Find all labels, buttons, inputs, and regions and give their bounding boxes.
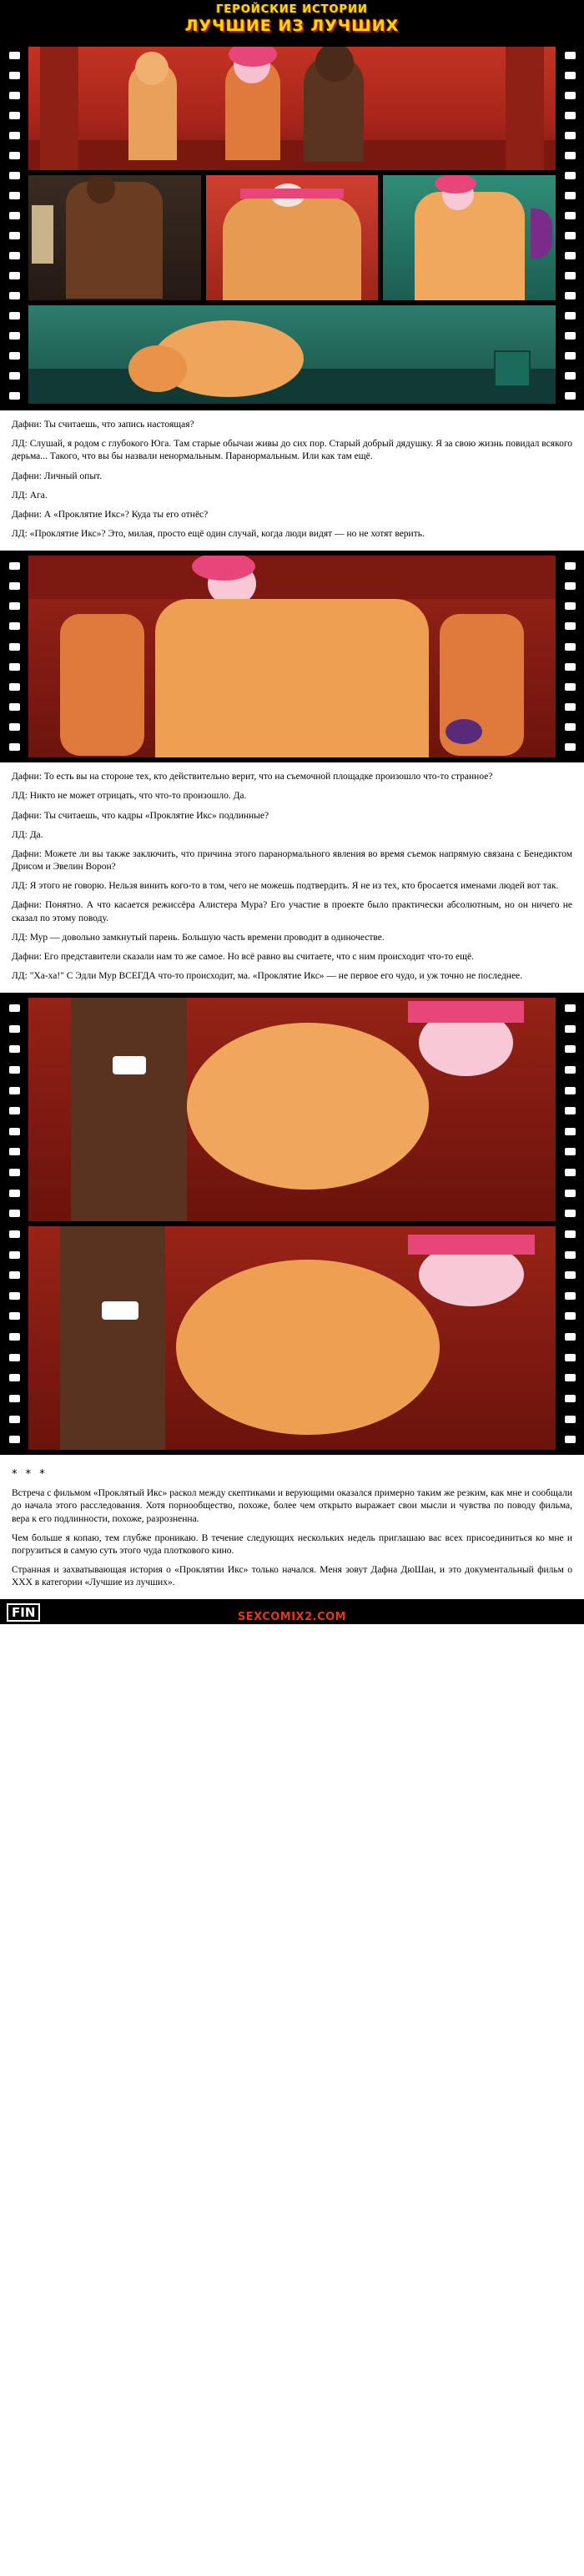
sprocket-hole	[9, 1312, 20, 1320]
site-watermark: SEXCOMIX2.COM	[237, 1611, 347, 1624]
comic-art	[28, 998, 556, 1221]
dialogue-line: ЛД: Ага.	[12, 490, 48, 501]
art-figure-dark	[60, 1226, 165, 1450]
sprocket-holes-left	[5, 993, 23, 1455]
sprocket-hole	[565, 152, 576, 159]
sprocket-hole	[9, 1292, 20, 1300]
sprocket-hole	[9, 292, 20, 299]
sprocket-hole	[9, 372, 20, 380]
sprocket-hole	[565, 1190, 576, 1197]
sprocket-hole	[565, 1004, 576, 1012]
sprocket-hole	[565, 1107, 576, 1114]
comic-frame-2	[28, 175, 201, 300]
dialogue-line: ЛД: "Ха-ха!" С Эдли Мур ВСЕГДА что-то происходит, ма. «Проклятие Икс» — не первое его чудо, и уж точно не последнее.	[12, 971, 523, 982]
sprocket-hole	[9, 723, 20, 731]
sprocket-hole	[565, 92, 576, 99]
sprocket-hole	[565, 232, 576, 239]
sprocket-hole	[565, 1395, 576, 1402]
sprocket-hole	[9, 172, 20, 179]
sprocket-hole	[565, 723, 576, 731]
sprocket-hole	[9, 703, 20, 711]
outro-paragraph: Странная и захватывающая история о «Проклятии Икс» только начался. Меня зовут Дафна ДюШан, и это документальный фильм о XXX в категории «Лучшие из лучших».	[12, 1565, 572, 1588]
sprocket-hole	[565, 1292, 576, 1300]
sprocket-hole	[565, 332, 576, 340]
sprocket-hole	[565, 312, 576, 319]
sprocket-hole	[9, 392, 20, 400]
sprocket-hole	[9, 1230, 20, 1238]
frame-container	[28, 998, 556, 1450]
sprocket-hole	[565, 1436, 576, 1443]
dialogue-line: Дафни: Ты считаешь, что кадры «Проклятие Икс» подлинные?	[12, 810, 269, 821]
sprocket-hole	[9, 212, 20, 219]
art-hair-pink	[408, 1001, 524, 1023]
sprocket-hole	[565, 743, 576, 751]
comic-frame-4	[383, 175, 556, 300]
sprocket-hole	[9, 622, 20, 630]
sprocket-hole	[565, 352, 576, 360]
sprocket-hole	[565, 1148, 576, 1155]
art-text-bubble	[113, 1056, 146, 1074]
sprocket-hole	[565, 292, 576, 299]
sprocket-hole	[9, 92, 20, 99]
sprocket-hole	[9, 743, 20, 751]
sprocket-hole	[9, 1025, 20, 1033]
art-hair-pink	[240, 189, 344, 199]
sprocket-hole	[565, 112, 576, 119]
sprocket-hole	[565, 643, 576, 651]
sprocket-hole	[565, 1025, 576, 1033]
sprocket-hole	[9, 643, 20, 651]
sprocket-hole	[9, 1169, 20, 1176]
sprocket-hole	[9, 1045, 20, 1053]
sprocket-hole	[565, 172, 576, 179]
dialogue-line: Дафни: Ты считаешь, что запись настоящая?	[12, 420, 194, 430]
frame-container	[28, 556, 556, 757]
art-figure-detail	[128, 345, 187, 392]
sprocket-hole	[9, 562, 20, 570]
art-figure	[415, 192, 525, 300]
sprocket-hole	[565, 1251, 576, 1259]
sprocket-hole	[9, 683, 20, 691]
comic-art	[206, 175, 379, 300]
dialogue-block-1	[0, 410, 584, 551]
comic-frame-3	[206, 175, 379, 300]
art-curtain-left	[40, 47, 78, 170]
sprocket-hole	[565, 1128, 576, 1135]
sprocket-hole	[9, 1251, 20, 1259]
sprocket-hole	[565, 1169, 576, 1176]
sprocket-hole	[9, 1107, 20, 1114]
sprocket-hole	[9, 1148, 20, 1155]
sprocket-hole	[565, 683, 576, 691]
outro-block	[0, 1455, 584, 1599]
art-wing	[531, 209, 552, 259]
sprocket-hole	[9, 1395, 20, 1402]
sprocket-hole	[9, 72, 20, 79]
sprocket-hole	[565, 72, 576, 79]
sprocket-hole	[565, 132, 576, 139]
page-title: ЛУЧШИЕ ИЗ ЛУЧШИХ	[184, 17, 400, 35]
dialogue-line: Дафни: Личный опыт.	[12, 470, 103, 481]
comic-art	[28, 175, 201, 300]
sprocket-hole	[565, 1045, 576, 1053]
art-figure-main	[187, 1023, 430, 1190]
art-curtain-right	[506, 47, 544, 170]
sprocket-hole	[9, 582, 20, 590]
sprocket-hole	[565, 1066, 576, 1074]
sprocket-hole	[9, 1190, 20, 1197]
film-strip-top	[0, 40, 584, 410]
sprocket-holes-left	[5, 40, 23, 410]
sprocket-hole	[565, 1312, 576, 1320]
sprocket-hole	[9, 1436, 20, 1443]
sprocket-hole	[565, 1416, 576, 1423]
art-head-left	[135, 52, 169, 85]
outro-paragraph: Чем больше я копаю, тем глубже проникаю. В течение следующих нескольких недель приглашаю вас всех присоединиться ко мне и погрузиться в самую суть этого чуда плоткового кино.	[12, 1532, 572, 1556]
sprocket-hole	[9, 352, 20, 360]
sprocket-hole	[565, 372, 576, 380]
dialogue-line: ЛД: Я этого не говорю. Нельзя винить кого-то в том, чего не можешь подтвердить. Я не из тех, кто бросается именами людей вот так.	[12, 881, 559, 892]
comic-art	[28, 305, 556, 404]
sprocket-hole	[9, 1354, 20, 1361]
comic-art	[28, 47, 556, 170]
sprocket-hole	[9, 312, 20, 319]
film-strip-middle	[0, 551, 584, 762]
art-bat-symbol	[446, 719, 482, 744]
sprocket-hole	[9, 1374, 20, 1381]
art-figure	[66, 182, 163, 299]
sprocket-hole	[565, 392, 576, 400]
sprocket-hole	[9, 332, 20, 340]
sprocket-hole	[9, 1004, 20, 1012]
sprocket-holes-left	[5, 551, 23, 762]
sprocket-hole	[9, 112, 20, 119]
frame-container	[28, 47, 556, 404]
sprocket-hole	[565, 1210, 576, 1217]
art-prop-paper	[32, 205, 53, 264]
sprocket-hole	[565, 252, 576, 259]
sprocket-hole	[9, 663, 20, 671]
sprocket-hole	[9, 1087, 20, 1094]
art-hair-pink	[408, 1235, 535, 1255]
dialogue-line: Дафни: Его представители сказали нам то же самое. Но всё равно вы считаете, что с ним происходит что-то ещё.	[12, 951, 474, 962]
sprocket-hole	[565, 52, 576, 59]
sprocket-hole	[565, 622, 576, 630]
sprocket-hole	[565, 1271, 576, 1279]
sprocket-hole	[9, 1066, 20, 1074]
sprocket-hole	[9, 132, 20, 139]
series-title: ГЕРОЙСКИЕ ИСТОРИИ	[216, 3, 368, 16]
sprocket-holes-right	[561, 40, 579, 410]
sprocket-hole	[565, 562, 576, 570]
sprocket-hole	[9, 152, 20, 159]
sprocket-hole	[9, 1416, 20, 1423]
sprocket-hole	[9, 232, 20, 239]
dialogue-line: ЛД: Слушай, я родом с глубокого Юга. Там старые обычаи живы до сих пор. Старый добрый дядушку. Я за свою жизнь повидал всякого дерьма... Такого, что вы бы назвали ненормальным. Паранормальным. Или как там ещё.	[12, 439, 572, 462]
sprocket-hole	[9, 272, 20, 279]
sprocket-hole	[565, 582, 576, 590]
sprocket-hole	[565, 1230, 576, 1238]
fin-badge: FIN	[7, 1603, 40, 1622]
comic-frame-7	[28, 998, 556, 1221]
sprocket-hole	[9, 602, 20, 610]
dialogue-block-2	[0, 762, 584, 993]
comic-art	[28, 556, 556, 757]
dialogue-line: ЛД: Да.	[12, 829, 43, 840]
art-figure-back	[223, 197, 360, 300]
sprocket-hole	[9, 192, 20, 199]
art-background-top	[28, 556, 556, 599]
comic-frame-8	[28, 1226, 556, 1450]
comic-art	[28, 1226, 556, 1450]
sprocket-holes-right	[561, 993, 579, 1455]
sprocket-hole	[565, 272, 576, 279]
art-arm-left	[60, 614, 144, 756]
art-torso	[155, 599, 430, 757]
sprocket-hole	[9, 1271, 20, 1279]
dialogue-line: Дафни: А «Проклятие Икс»? Куда ты его отнёс?	[12, 509, 209, 520]
sprocket-holes-right	[561, 551, 579, 762]
dialogue-line: Дафни: Понятно. А что касается режиссёра Алистера Мура? Его участие в проекте было практически абсолютным, но он ничего не сказал по этому поводу.	[12, 900, 572, 923]
page-footer	[0, 1599, 584, 1624]
dialogue-line: Дафни: Можете ли вы также заключить, что причина этого паранормального явления во время съемок напрямую связана с Бенедиктом Дрисом и Эвелин Ворон?	[12, 848, 572, 873]
sprocket-hole	[565, 1087, 576, 1094]
sprocket-hole	[9, 1128, 20, 1135]
art-figure-main	[176, 1260, 440, 1435]
sprocket-hole	[565, 663, 576, 671]
page-title-banner	[0, 0, 584, 40]
sprocket-hole	[565, 1333, 576, 1341]
sprocket-hole	[565, 703, 576, 711]
art-text-bubble	[102, 1301, 138, 1320]
art-foreground-bed	[28, 140, 556, 170]
sprocket-hole	[565, 192, 576, 199]
sprocket-hole	[9, 252, 20, 259]
comic-frame-5	[28, 305, 556, 404]
sprocket-hole	[565, 212, 576, 219]
sprocket-hole	[565, 1354, 576, 1361]
sprocket-hole	[9, 52, 20, 59]
comic-frame-row	[28, 175, 556, 300]
section-divider: * * *	[12, 1468, 48, 1482]
outro-paragraph: Встреча с фильмом «Проклятый Икс» раскол между скептиками и верующими оказался примерно таким же резким, как мне и сообщали до начала этого расследования. Хотя порнообщество, похоже, более чем открыто выражает свои мысли и чувства по поводу фильма, вера к его подлинности, похоже, разрозненна.	[12, 1488, 572, 1524]
dialogue-line: ЛД: Никто не может отрицать, что что-то произошло. Да.	[12, 791, 247, 802]
sprocket-hole	[565, 602, 576, 610]
film-strip-lower	[0, 993, 584, 1455]
dialogue-line: Дафни: То есть вы на стороне тех, кто действительно верит, что на съемочной площадке произошло что-то странное?	[12, 772, 493, 782]
art-figure-dark	[71, 998, 187, 1221]
dialogue-line: ЛД: Мур — довольно замкнутый парень. Большую часть времени проводит в одиночестве.	[12, 932, 385, 943]
comic-art	[383, 175, 556, 300]
dialogue-line: ЛД: «Проклятие Икс»? Это, милая, просто ещё один случай, когда люди видят — но не хотят верить.	[12, 529, 425, 540]
art-prop-box	[494, 350, 531, 387]
sprocket-hole	[9, 1333, 20, 1341]
sprocket-hole	[9, 1210, 20, 1217]
comic-frame-6	[28, 556, 556, 757]
comic-frame-1	[28, 47, 556, 170]
sprocket-hole	[565, 1374, 576, 1381]
